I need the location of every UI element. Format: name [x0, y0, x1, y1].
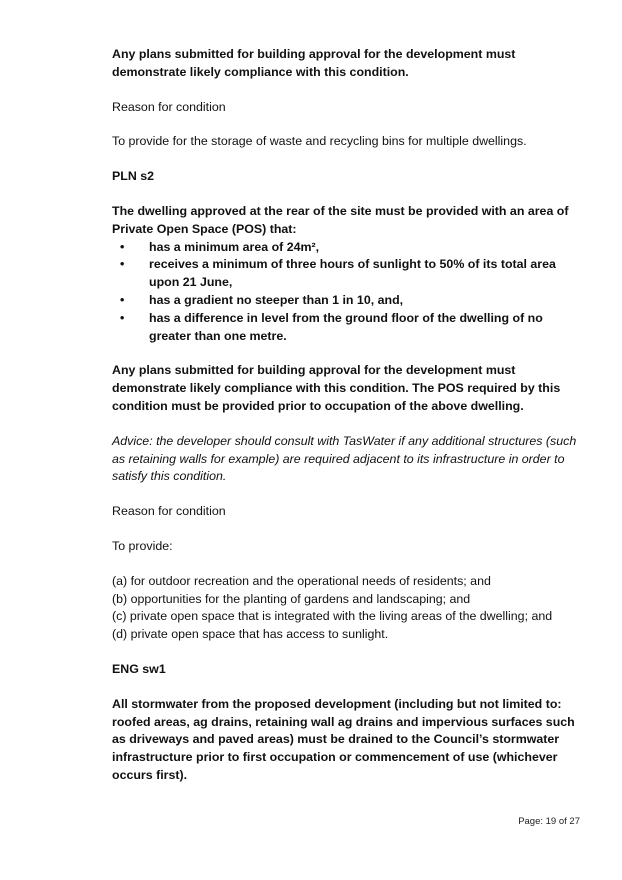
- list-item: (c) private open space that is integrated with the living areas of the dwelling; and: [112, 609, 553, 624]
- bullet-icon: •: [120, 239, 125, 254]
- list-item: • has a minimum area of 24m²,: [112, 239, 582, 257]
- reason-label-1: Reason for condition: [112, 99, 226, 114]
- pos-requirements-list: [112, 239, 582, 346]
- eng-stormwater-paragraph: All stormwater from the proposed development (including but not limited to: roofed areas, ag drains, retaining wall ag drains and impervious surfaces such as driveways and paved areas) must be drained to the Council’s stormwater infrastructure prior to first occupation or commencement of use (whichever occurs first).: [112, 696, 575, 782]
- bullet-icon: •: [120, 292, 125, 307]
- section-heading-eng-sw1: ENG sw1: [112, 661, 166, 676]
- document-page: [112, 46, 582, 785]
- section-heading-pln-s2: PLN s2: [112, 169, 155, 184]
- bullet-icon: •: [120, 310, 125, 325]
- bullet-icon: •: [120, 257, 125, 272]
- list-item: (d) private open space that has access to sunlight.: [112, 627, 389, 642]
- list-item: • has a gradient no steeper than 1 in 10, and,: [112, 292, 582, 310]
- list-item: (a) for outdoor recreation and the operational needs of residents; and: [112, 573, 491, 588]
- compliance-paragraph-2: Any plans submitted for building approval for the development must demonstrate likely compliance with this condition. The POS required by this condition must be provided prior to occupation of the above dwelling.: [112, 363, 561, 413]
- reason-text-1: To provide for the storage of waste and recycling bins for multiple dwellings.: [112, 134, 527, 149]
- list-item: (b) opportunities for the planting of gardens and landscaping; and: [112, 591, 471, 606]
- provide-items-list: [112, 573, 582, 644]
- pln-intro-paragraph: The dwelling approved at the rear of the site must be provided with an area of Private Open Space (POS) that:: [112, 203, 569, 236]
- advice-paragraph: Advice: the developer should consult with TasWater if any additional structures (such as retaining walls for example) are required adjacent to its infrastructure in order to satisfy this condition.: [112, 433, 577, 484]
- to-provide-label: To provide:: [112, 538, 173, 553]
- compliance-paragraph-1: Any plans submitted for building approval for the development must demonstrate likely compliance with this condition.: [112, 47, 516, 79]
- list-item: • receives a minimum of three hours of sunlight to 50% of its total area upon 21 June,: [120, 257, 556, 290]
- reason-label-2: Reason for condition: [112, 504, 226, 519]
- list-item: • has a difference in level from the ground floor of the dwelling of no greater than one metre.: [120, 310, 543, 343]
- page-number: Page: 19 of 27: [518, 816, 580, 827]
